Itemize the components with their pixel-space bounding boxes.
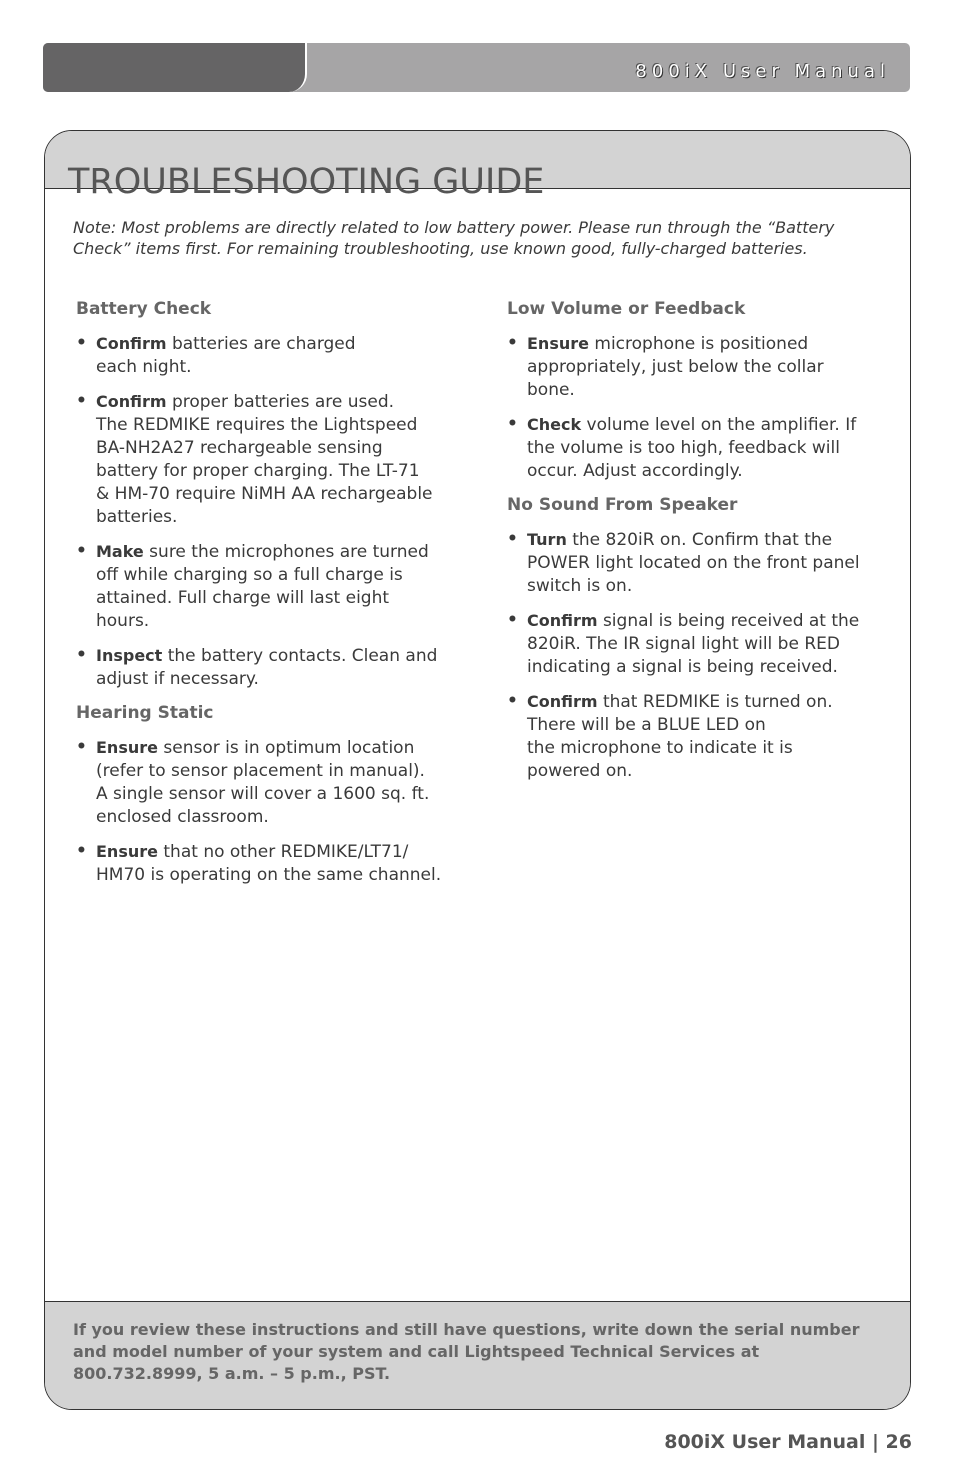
item-text: the 820iR on. Confirm that the POWER light located on the front panel switch is on.	[527, 530, 860, 596]
item-text: proper batteries are used. The REDMIKE requires the Lightspeed BA-NH2A27 rechargeable sensing battery for proper charging. The LT-71 & HM-70 require NiMH AA rechargeable batteries.	[96, 392, 433, 527]
page-title: TROUBLESHOOTING GUIDE	[68, 162, 545, 203]
page-number: 800iX User Manual | 26	[664, 1431, 912, 1453]
bullet-icon: •	[76, 333, 87, 353]
list-item	[76, 540, 476, 633]
right-column	[507, 298, 897, 794]
bullet-icon: •	[76, 841, 87, 861]
item-text: batteries are charged each night.	[96, 334, 356, 377]
list-item	[76, 736, 476, 829]
item-keyword: Make	[96, 542, 144, 561]
item-text: sensor is in optimum location (refer to sensor placement in manual). A single sensor will cover a 1600 sq. ft. enclosed classroom.	[96, 738, 430, 827]
support-note: If you review these instructions and still have questions, write down the serial number and model number of your system and call Lightspeed Technical Services at 800.732.8999, 5 a.m. – 5 p.m., PST.	[73, 1320, 860, 1383]
section-heading: Low Volume or Feedback	[507, 299, 746, 319]
list-item	[76, 332, 476, 379]
list-item	[76, 840, 476, 887]
item-text: signal is being received at the 820iR. The IR signal light will be RED indicating a signal is being received.	[527, 611, 860, 677]
bullet-icon: •	[76, 541, 87, 561]
header-tab	[43, 43, 307, 92]
header-bar	[43, 43, 910, 92]
item-keyword: Confirm	[527, 611, 598, 630]
bullet-icon: •	[507, 529, 518, 549]
item-keyword: Confirm	[96, 334, 167, 353]
bullet-icon: •	[507, 414, 518, 434]
item-keyword: Ensure	[527, 334, 589, 353]
item-text: volume level on the amplifier. If the volume is too high, feedback will occur. Adjust accordingly.	[527, 415, 857, 481]
item-text: sure the microphones are turned off while charging so a full charge is attained. Full charge will last eight hours.	[96, 542, 429, 631]
item-text: that no other REDMIKE/LT71/ HM70 is operating on the same channel.	[96, 842, 442, 885]
section-heading: Battery Check	[76, 299, 212, 319]
bullet-icon: •	[76, 391, 87, 411]
list-item	[76, 390, 476, 529]
title-band	[45, 131, 910, 203]
item-text: the battery contacts. Clean and adjust if necessary.	[96, 646, 438, 689]
item-keyword: Check	[527, 415, 582, 434]
bullet-icon: •	[507, 610, 518, 630]
bullet-icon: •	[76, 737, 87, 757]
troubleshooting-panel	[44, 130, 911, 1410]
list-item	[76, 644, 476, 691]
list-item	[507, 413, 897, 483]
left-column	[76, 298, 476, 898]
bullet-icon: •	[507, 333, 518, 353]
item-keyword: Turn	[527, 530, 567, 549]
section-heading: Hearing Static	[76, 703, 214, 723]
list-item	[507, 528, 897, 598]
list-item	[507, 332, 897, 402]
section-heading: No Sound From Speaker	[507, 495, 738, 515]
header-title: 800iX User Manual	[635, 61, 890, 82]
item-keyword: Ensure	[96, 738, 158, 757]
item-keyword: Ensure	[96, 842, 158, 861]
item-text: that REDMIKE is turned on. There will be a BLUE LED on the microphone to indicate it is powered on.	[527, 692, 833, 781]
battery-note: Note: Most problems are directly related to low battery power. Please run through the “Battery Check” items first. For remaining troubleshooting, use known good, fully-charged batteries.	[73, 218, 835, 258]
support-band	[45, 1301, 910, 1409]
bullet-icon: •	[507, 691, 518, 711]
item-text: microphone is positioned appropriately, just below the collar bone.	[527, 334, 824, 400]
item-keyword: Inspect	[96, 646, 163, 665]
list-item	[507, 690, 897, 783]
item-keyword: Confirm	[96, 392, 167, 411]
bullet-icon: •	[76, 645, 87, 665]
item-keyword: Confirm	[527, 692, 598, 711]
list-item	[507, 609, 897, 679]
